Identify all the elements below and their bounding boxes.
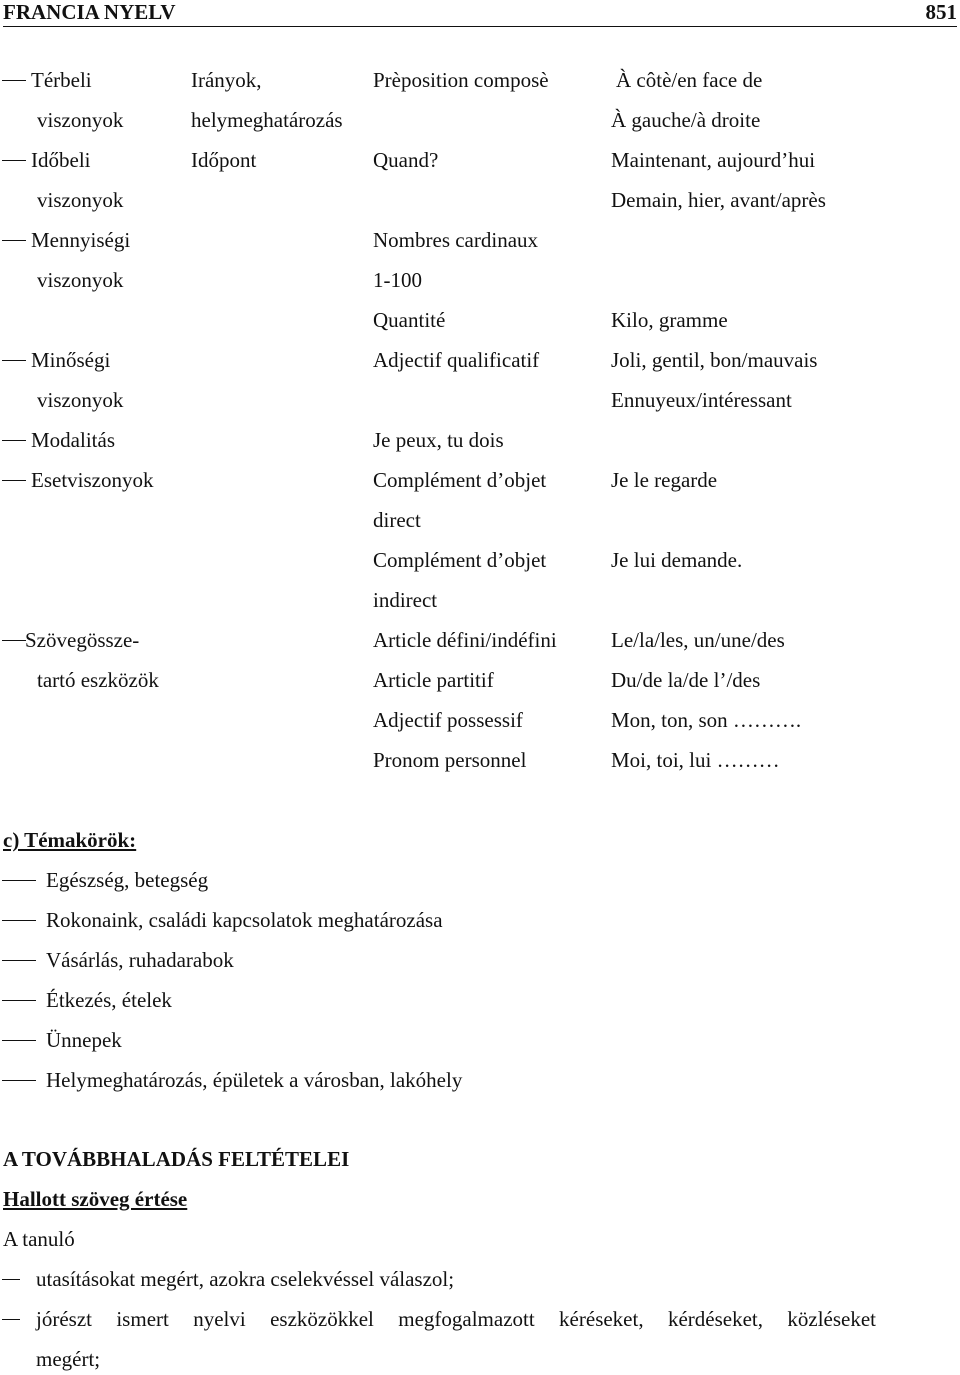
topic-item: Ünnepek — [46, 1028, 122, 1052]
table-cell-col1: Mennyiségi — [31, 228, 131, 252]
table-cell-col1: Esetviszonyok — [31, 468, 154, 492]
row-dash — [2, 160, 26, 161]
topic-item: Étkezés, ételek — [46, 988, 172, 1012]
page-header — [3, 0, 957, 27]
table-cell-col3: indirect — [373, 588, 438, 612]
table-cell-col3: Quand? — [373, 148, 439, 172]
table-cell-col4: Maintenant, aujourd’hui — [611, 148, 816, 172]
list-bullet — [2, 1319, 20, 1320]
requirement-item: utasításokat megért, azokra cselekvéssel válaszol; — [36, 1267, 455, 1291]
table-cell-col1: Minőségi — [31, 348, 111, 372]
listening-subheading: Hallott szöveg értése — [3, 1187, 188, 1211]
row-dash — [2, 80, 26, 81]
table-cell-col1: Térbeli — [31, 68, 92, 92]
requirement-item: jórészt ismert nyelvi eszközökkel megfogalmazott kéréseket, kérdéseket, közléseket — [36, 1307, 876, 1331]
table-cell-col4: Mon, ton, son ………. — [611, 708, 802, 732]
table-cell-col4: Moi, toi, lui ……… — [611, 748, 780, 772]
list-bullet — [2, 1080, 36, 1081]
table-cell-col3: Complément d’objet — [373, 468, 547, 492]
table-cell-col3: Quantité — [373, 308, 446, 332]
requirement-item-continued: megért; — [36, 1347, 101, 1371]
row-dash — [2, 360, 26, 361]
list-bullet — [2, 960, 36, 961]
topic-item: Vásárlás, ruhadarabok — [46, 948, 234, 972]
list-bullet — [2, 880, 36, 881]
table-cell-col4: Du/de la/de l’/des — [611, 668, 761, 692]
list-bullet — [2, 920, 36, 921]
table-cell-col1: viszonyok — [37, 268, 124, 292]
table-cell-col1: Szövegössze- — [25, 628, 140, 652]
list-bullet — [2, 1040, 36, 1041]
table-cell-col3: Prèposition composè — [373, 68, 549, 92]
table-cell-col3: Je peux, tu dois — [373, 428, 504, 452]
table-cell-col2: helymeghatározás — [191, 108, 343, 132]
table-cell-col1: viszonyok — [37, 188, 124, 212]
table-cell-col1: viszonyok — [37, 388, 124, 412]
table-cell-col4: Joli, gentil, bon/mauvais — [611, 348, 818, 372]
table-cell-col3: 1-100 — [373, 268, 422, 292]
table-cell-col4: Le/la/les, un/une/des — [611, 628, 785, 652]
table-cell-col3: Pronom personnel — [373, 748, 527, 772]
list-bullet — [2, 1000, 36, 1001]
table-cell-col1: tartó eszközök — [37, 668, 159, 692]
table-cell-col3: Adjectif possessif — [373, 708, 523, 732]
topics-heading: c) Témakörök: — [3, 828, 137, 852]
table-cell-col3: Article défini/indéfini — [373, 628, 557, 652]
table-cell-col4: Ennuyeux/intéressant — [611, 388, 792, 412]
table-cell-col4: Je le regarde — [611, 468, 718, 492]
topic-item: Rokonaink, családi kapcsolatok meghatározása — [46, 908, 443, 932]
intro-text: A tanuló — [3, 1227, 75, 1251]
table-cell-col3: Article partitif — [373, 668, 494, 692]
topic-item: Egészség, betegség — [46, 868, 209, 892]
table-cell-col1: Időbeli — [31, 148, 91, 172]
topic-item: Helymeghatározás, épületek a városban, lakóhely — [46, 1068, 463, 1092]
table-cell-col4: À gauche/à droite — [611, 108, 761, 132]
table-cell-col3: Nombres cardinaux — [373, 228, 539, 252]
table-cell-col1: Modalitás — [31, 428, 115, 452]
table-cell-col4: Demain, hier, avant/après — [611, 188, 826, 212]
table-cell-col4: À côtè/en face de — [616, 68, 763, 92]
table-cell-col3: Adjectif qualificatif — [373, 348, 540, 372]
row-dash — [2, 440, 26, 441]
table-cell-col2: Időpont — [191, 148, 257, 172]
progress-heading: A TOVÁBBHALADÁS FELTÉTELEI — [3, 1147, 350, 1171]
document-title: FRANCIA NYELV — [3, 0, 176, 24]
table-cell-col1: viszonyok — [37, 108, 124, 132]
table-cell-col3: direct — [373, 508, 421, 532]
table-cell-col4: Kilo, gramme — [611, 308, 728, 332]
table-cell-col4: Je lui demande. — [611, 548, 743, 572]
row-dash — [2, 640, 26, 641]
row-dash — [2, 240, 26, 241]
row-dash — [2, 480, 26, 481]
table-cell-col2: Irányok, — [191, 68, 262, 92]
table-cell-col3: Complément d’objet — [373, 548, 547, 572]
list-bullet — [2, 1279, 20, 1280]
page-number: 851 — [925, 0, 957, 24]
